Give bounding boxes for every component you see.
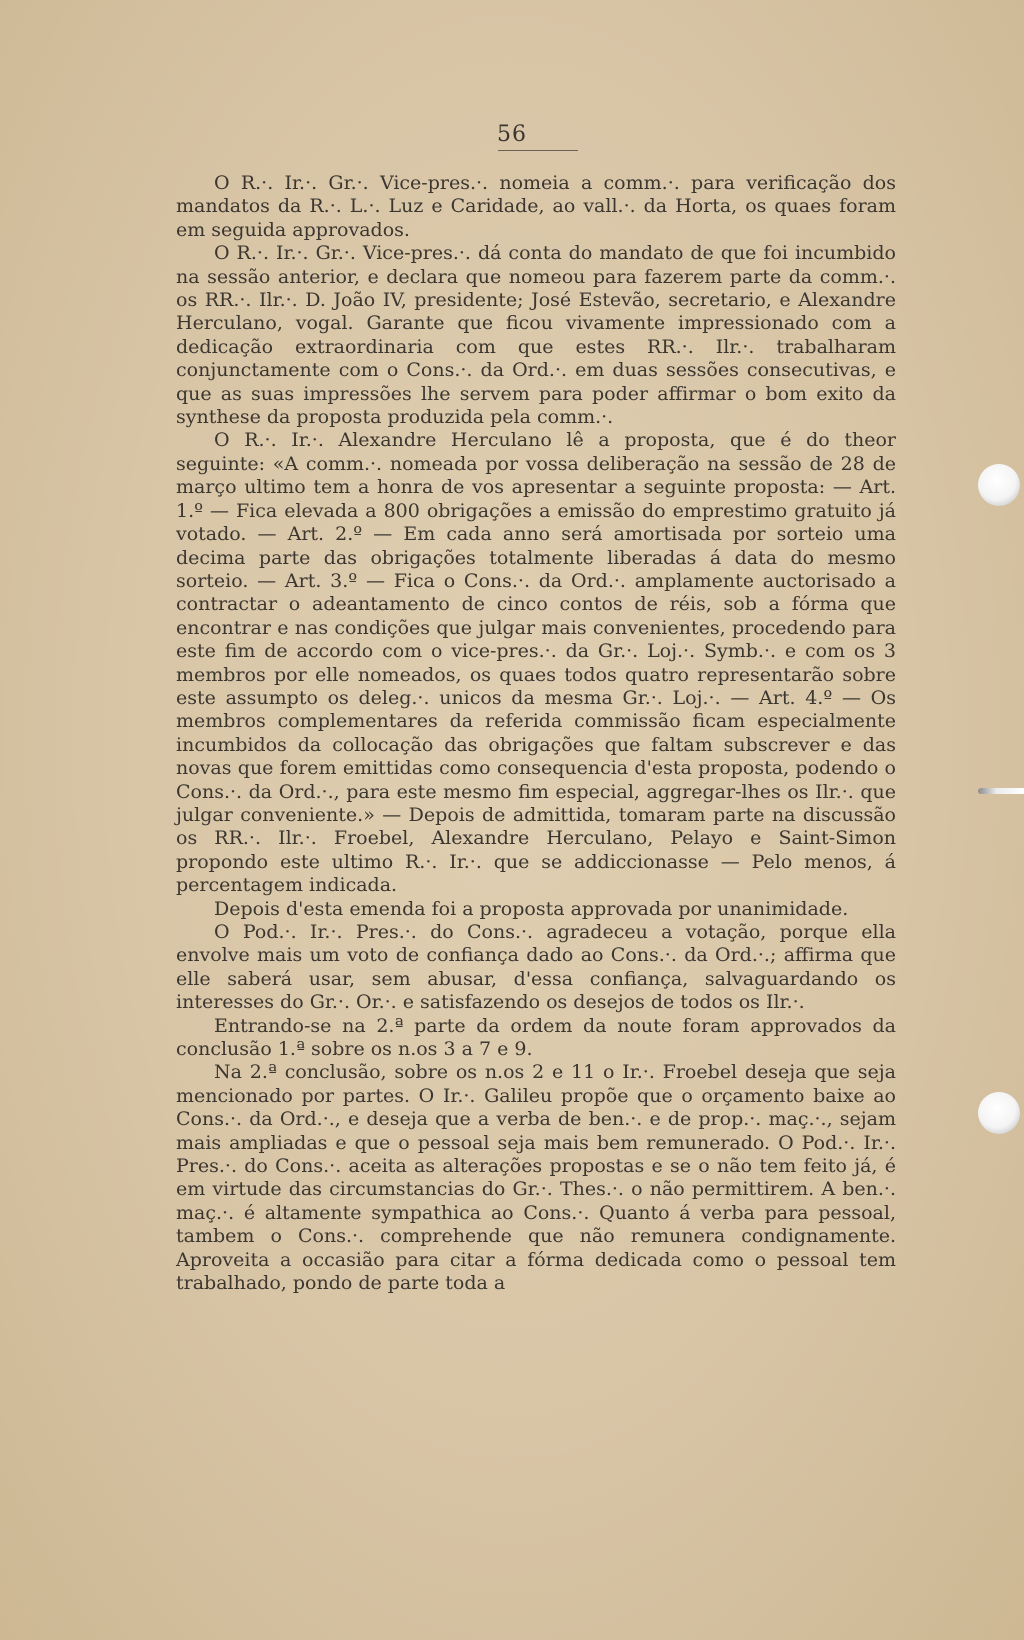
paragraph-7: Na 2.ª conclusão, sobre os n.os 2 e 11 o Ir.·. Froebel deseja que seja mencionado por partes. O Ir.·. Galileu propõe que o orçamento baixe ao Cons.·. da Ord.·., e deseja que a verba de ben.·. e de prop.·. maç.·., sejam mais ampliadas e que o pessoal seja mais bem remunerado. O Pod.·. Ir.·. Pres.·. do Cons.·. aceita as alterações propostas e se o não tem feito já, é em virtude das circumstancias do Gr.·. Thes.·. o não permittirem. A ben.·. maç.·. é altamente sympathica ao Cons.·. Quanto á verba para pessoal, tambem o Cons.·. comprehende que não remunera condignamente. Aproveita a occasião para citar a fórma dedicada como o pessoal tem trabalhado, pondo de parte toda a [176, 1061, 896, 1295]
page-number-rule [498, 150, 578, 151]
paragraph-2: O R.·. Ir.·. Gr.·. Vice-pres.·. dá conta do mandato de que foi incumbido na sessão anterior, e declara que nomeou para fazerem parte da comm.·. os RR.·. Ilr.·. D. João IV, presidente; José Estevão, secretario, e Alexandre Herculano, vogal. Garante que ficou vivamente impressionado com a dedicação extraordinaria com que estes RR.·. Ilr.·. trabalharam conjunctamente com o Cons.·. da Ord.·. em duas sessões consecutivas, e que as suas impressões lhe servem para poder affirmar o bom exito da synthese da proposta produzida pela comm.·. [176, 242, 896, 429]
paragraph-6: Entrando-se na 2.ª parte da ordem da noute foram approvados da conclusão 1.ª sobre os n.os 3 a 7 e 9. [176, 1014, 896, 1061]
paragraph-4: Depois d'esta emenda foi a proposta approvada por unanimidade. [214, 897, 849, 920]
binding-hole-bottom [978, 1092, 1020, 1134]
paragraph-1: O R.·. Ir.·. Gr.·. Vice-pres.·. nomeia a comm.·. para verificação dos mandatos da R.·. L.·. Luz e Caridade, ao vall.·. da Horta, os quaes foram em seguida approvados. [176, 172, 896, 241]
paragraph-5: O Pod.·. Ir.·. Pres.·. do Cons.·. agradeceu a votação, porque ella envolve mais um voto de confiança dado ao Cons.·. da Ord.·.; affirma que elle saberá usar, sem abusar, d'essa confiança, salvaguardando os interesses do Gr.·. Or.·. e satisfazendo os desejos de todos os Ilr.·. [176, 921, 896, 1014]
binding-hole-top [978, 464, 1020, 506]
paragraph-3: O R.·. Ir.·. Alexandre Herculano lê a proposta, que é do theor seguinte: «A comm.·. nomeada por vossa deliberação na sessão de 28 de março ultimo tem a honra de vos apresentar a seguinte proposta: — Art. 1.º — Fica elevada a 800 obrigações a emissão do emprestimo gratuito já votado. — Art. 2.º — Em cada anno será amortisada por sorteio uma decima parte das obrigações totalmente liberadas á data do mesmo sorteio. — Art. 3.º — Fica o Cons.·. da Ord.·. amplamente auctorisado a contractar o adeantamento de cinco contos de réis, sob a fórma que encontrar e nas condições que julgar mais convenientes, procedendo para este fim de accordo com o vice-pres.·. da Gr.·. Loj.·. Symb.·. e com os 3 membros por elle nomeados, os quaes todos quatro representarão sobre este assumpto os deleg.·. unicos da mesma Gr.·. Loj.·. — Art. 4.º — Os membros complementares da referida commissão ficam especialmente incumbidos da collocação das obrigações que faltam subscrever e das novas que forem emittidas como consequencia d'esta proposta, podendo o Cons.·. da Ord.·., para este mesmo fim especial, aggregar-lhes os Ilr.·. que julgar conveniente.» — Depois de admittida, tomaram parte na discussão os RR.·. Ilr.·. Froebel, Alexandre Herculano, Pelayo e Saint-Simon propondo este ultimo R.·. Ir.·. que se addiccionasse — Pelo menos, á percentagem indicada. [176, 429, 896, 897]
page-number: 56 [497, 122, 527, 147]
binding-tear-middle [978, 788, 1024, 794]
document-body [176, 172, 896, 1296]
